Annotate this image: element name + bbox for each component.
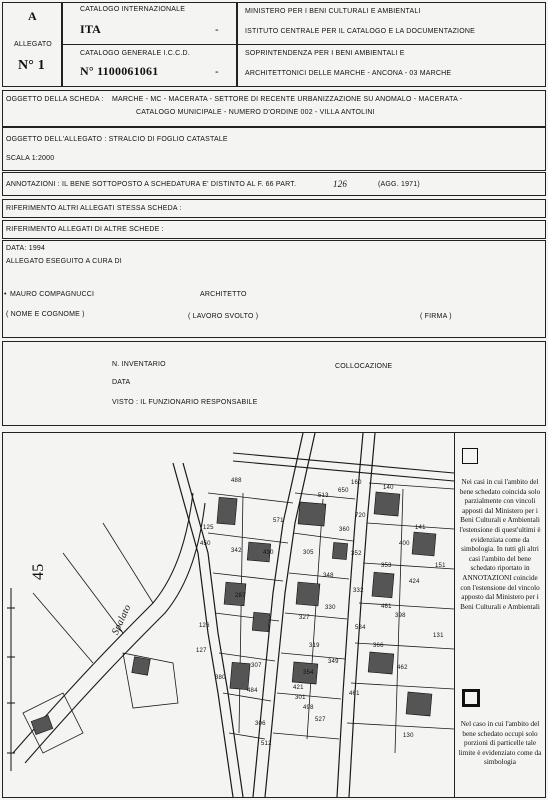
catalogo-generale-dash: - — [215, 66, 219, 78]
parcel-label: 461 — [381, 604, 392, 610]
parcel-label: 488 — [231, 478, 242, 484]
esecuzione-data: DATA: 1994 — [6, 245, 46, 252]
map-sheet-number: 45 — [30, 563, 47, 580]
parcel-label: 301 — [295, 695, 306, 701]
parcel-label: 330 — [325, 605, 336, 611]
oggetto-scheda-label: OGGETTO DELLA SCHEDA : — [6, 96, 104, 103]
parcel-label: 534 — [355, 625, 366, 631]
esecuzione-name: MAURO COMPAGNUCCI — [10, 291, 95, 298]
parcel-label: 512 — [261, 741, 272, 747]
esecuzione-box — [2, 240, 546, 338]
annotazioni-part: 126 — [333, 179, 348, 189]
parcel-label: 720 — [355, 513, 366, 519]
esecuzione-eseguito: ALLEGATO ESEGUITO A CURA DI — [6, 258, 122, 265]
catalogo-generale-label: CATALOGO GENERALE I.C.C.D. — [80, 50, 190, 57]
riferimento-altre: RIFERIMENTO ALLEGATI DI ALTRE SCHEDE : — [6, 226, 164, 233]
parcel-label: 354 — [303, 670, 314, 676]
oggetto-allegato-label: OGGETTO DELL'ALLEGATO : STRALCIO DI FOGLIO CATASTALE — [6, 136, 228, 143]
parcel-label: 306 — [255, 721, 266, 727]
parcel-label: 450 — [200, 541, 211, 547]
parcel-label: 125 — [203, 525, 214, 531]
inventario-collocazione: COLLOCAZIONE — [335, 363, 393, 370]
ministry-line2: ISTITUTO CENTRALE PER IL CATALOGO E LA DOCUMENTAZIONE — [245, 28, 475, 35]
parcel-label: 127 — [196, 648, 207, 654]
parcel-label: 141 — [415, 525, 426, 531]
parcel-label: 400 — [399, 541, 410, 547]
inventario-data: DATA — [112, 379, 131, 386]
parcel-label: 131 — [433, 633, 444, 639]
annotazioni-text: ANNOTAZIONI : IL BENE SOTTOPOSTO A SCHEDATURA E' DISTINTO AL F. 66 PART. — [6, 181, 297, 188]
parcel-label: 650 — [338, 488, 349, 494]
parcel-labels — [3, 433, 454, 797]
parcel-label: 305 — [303, 550, 314, 556]
parcel-label: 319 — [309, 643, 320, 649]
parcel-label: 571 — [273, 518, 284, 524]
parcel-label: 307 — [251, 663, 262, 669]
ministry-line1: MINISTERO PER I BENI CULTURALI E AMBIENTALI — [245, 8, 421, 15]
parcel-label: 130 — [403, 733, 414, 739]
parcel-label: 430 — [263, 550, 274, 556]
parcel-label: 352 — [351, 551, 362, 557]
parcel-label: 342 — [231, 548, 242, 554]
parcel-label: 160 — [351, 480, 362, 486]
ministry-divider — [237, 44, 546, 45]
legend-symbol-bold — [462, 689, 480, 707]
legend-divider — [454, 432, 455, 798]
esecuzione-name-caption: ( NOME E COGNOME ) — [6, 311, 85, 318]
catalogo-internazionale-label: CATALOGO INTERNAZIONALE — [80, 6, 186, 13]
inventario-visto: VISTO : IL FUNZIONARIO RESPONSABILE — [112, 399, 258, 406]
esecuzione-role: ARCHITETTO — [200, 291, 247, 298]
ministry-line4: ARCHITETTONICI DELLE MARCHE - ANCONA - 03 MARCHE — [245, 70, 452, 77]
parcel-label: 348 — [323, 573, 334, 579]
allegato-number: N° 1 — [18, 58, 46, 73]
annotazioni-agg: (AGG. 1971) — [378, 181, 420, 188]
parcel-label: 353 — [381, 563, 392, 569]
parcel-label: 349 — [328, 659, 339, 665]
parcel-label: 332 — [353, 588, 364, 594]
parcel-label: 527 — [315, 717, 326, 723]
legend-symbol-outline — [462, 448, 478, 464]
parcel-label: 327 — [299, 615, 310, 621]
esecuzione-firma-caption: ( FIRMA ) — [420, 313, 452, 320]
oggetto-scheda-line2: CATALOGO MUNICIPALE - NUMERO D'ORDINE 002 - VILLA ANTOLINI — [136, 109, 375, 116]
scala: SCALA 1:2000 — [6, 155, 55, 162]
catalogo-generale-value: N° 1100061061 — [80, 64, 159, 78]
catalogo-divider — [62, 44, 237, 45]
parcel-label: 398 — [395, 613, 406, 619]
parcel-label: 421 — [293, 685, 304, 691]
parcel-label: 366 — [373, 643, 384, 649]
bullet: • — [4, 291, 7, 298]
parcel-label: 140 — [383, 485, 394, 491]
inventario-n: N. INVENTARIO — [112, 361, 166, 368]
parcel-label: 424 — [409, 579, 420, 585]
legend-note2: Nel caso in cui l'ambito del bene schedato occupi solo porzioni di particelle tale limite è evidenziato come da simbologia — [458, 720, 542, 767]
parcel-label: 462 — [397, 665, 408, 671]
catalogo-internazionale-value: ITA — [80, 22, 102, 36]
riferimento-stessa: RIFERIMENTO ALTRI ALLEGATI STESSA SCHEDA : — [6, 205, 182, 212]
esecuzione-role-caption: ( LAVORO SVOLTO ) — [188, 313, 259, 320]
parcel-label: 513 — [318, 493, 329, 499]
parcel-label: 484 — [247, 688, 258, 694]
legend-note1: Nei casi in cui l'ambito del bene schedato coincida solo parzialmente con vincoli apposti dal Ministero per i Beni Culturali e Ambientali l'estensione di quest'ultimi è evidenziata come da simbologia. In tutti gli altri casi l'ambito del bene schedato riportato in ANNOTAZIONI coincide con l'estensione del vincolo apposto dal Ministero per i Beni Culturali e Ambientali — [459, 478, 541, 611]
oggetto-allegato-box — [2, 127, 546, 171]
catalogo-internazionale-dash: - — [215, 24, 219, 36]
parcel-label: 126 — [199, 623, 210, 629]
inventario-box — [2, 341, 546, 426]
map-street-label: Spalato — [110, 603, 134, 637]
parcel-label: 498 — [303, 705, 314, 711]
oggetto-scheda-line1: MARCHE - MC - MACERATA - SETTORE DI RECENTE URBANIZZAZIONE SU ANOMALO - MACERATA - — [112, 96, 463, 103]
allegato-label: ALLEGATO — [14, 41, 52, 48]
parcel-label: 287 — [235, 593, 246, 599]
parcel-label: 360 — [339, 527, 350, 533]
parcel-label: 151 — [435, 563, 446, 569]
parcel-label: 461 — [349, 691, 360, 697]
ministry-line3: SOPRINTENDENZA PER I BENI AMBIENTALI E — [245, 50, 405, 57]
parcel-label: 380 — [215, 675, 226, 681]
allegato-letter: A — [28, 9, 37, 23]
